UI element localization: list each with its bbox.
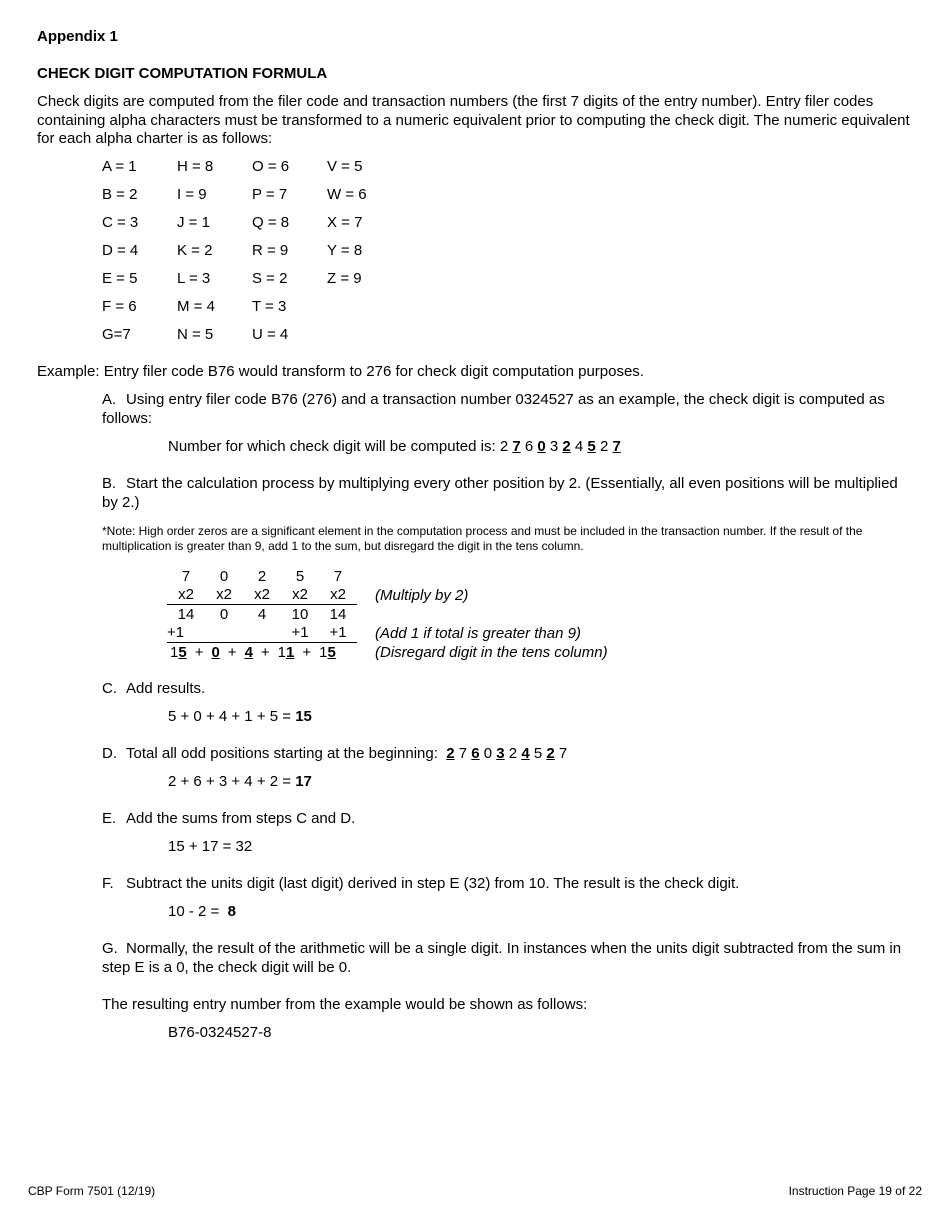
section-heading: CHECK DIGIT COMPUTATION FORMULA — [37, 65, 328, 82]
alpha-cell: N = 5 — [177, 325, 214, 343]
step-c — [102, 680, 914, 699]
digit: 0 — [483, 745, 493, 762]
multiplication-table — [167, 567, 608, 662]
units-digit: 1 — [286, 643, 295, 661]
alpha-row — [102, 180, 402, 208]
calc-cell: x2 — [167, 586, 205, 605]
step-a-text: Using entry filer code B76 (276) and a transaction number 0324527 as an example, the check digit is computed as follows: — [102, 391, 885, 427]
calc-cell — [243, 624, 281, 643]
final-term: 15 — [170, 643, 187, 661]
step-label: G. — [102, 940, 118, 957]
alpha-cell: U = 4 — [252, 325, 289, 343]
digit: 2 — [446, 745, 455, 762]
step-d-text: Total all odd positions starting at the beginning: — [126, 745, 438, 762]
alpha-cell: D = 4 — [102, 241, 139, 259]
check-number-line — [168, 438, 621, 455]
calc-row-adds — [167, 624, 608, 643]
alpha-cell: Q = 8 — [252, 213, 290, 231]
alpha-cell: R = 9 — [252, 241, 289, 259]
alpha-row — [102, 236, 402, 264]
alpha-row — [102, 292, 402, 320]
alpha-cell: A = 1 — [102, 157, 137, 175]
step-c-equation — [168, 708, 312, 725]
alpha-cell: M = 4 — [177, 297, 215, 315]
result-intro: The resulting entry number from the example would be shown as follows: — [102, 996, 588, 1013]
step-e-text: Add the sums from steps C and D. — [126, 810, 356, 827]
digit: 5 — [587, 438, 596, 455]
units-digit: 4 — [244, 643, 253, 661]
alpha-cell: F = 6 — [102, 297, 137, 315]
alpha-cell: V = 5 — [327, 157, 363, 175]
calc-cell: 14 — [177, 605, 195, 623]
alpha-cell: Y = 8 — [327, 241, 363, 259]
alpha-cell: S = 2 — [252, 269, 288, 287]
alpha-cell — [327, 292, 402, 320]
alpha-cell: E = 5 — [102, 269, 138, 287]
step-label: F. — [102, 875, 114, 892]
step-label: B. — [102, 475, 117, 492]
alpha-cell: W = 6 — [327, 185, 367, 203]
digit: 3 — [496, 745, 505, 762]
alpha-cell: C = 3 — [102, 213, 139, 231]
step-a — [102, 391, 914, 428]
step-f — [102, 875, 914, 894]
calc-row-digits — [167, 567, 608, 586]
final-term — [245, 644, 253, 661]
comment-disregard: (Disregard digit in the tens column) — [375, 643, 608, 661]
calc-cell: x2 — [319, 586, 357, 605]
alpha-cell: H = 8 — [177, 157, 214, 175]
units-digit: 5 — [327, 643, 336, 661]
plus-sign: + — [194, 643, 204, 661]
equation-result: 17 — [295, 773, 312, 790]
digit: 5 — [533, 745, 543, 762]
step-d-equation — [168, 773, 312, 790]
alpha-cell: P = 7 — [252, 185, 288, 203]
calc-cell: 0 — [219, 567, 229, 585]
step-e — [102, 810, 914, 829]
step-f-equation — [168, 903, 236, 920]
step-b-text: Start the calculation process by multiplying every other position by 2. (Essentially, all even positions will be multiplied by 2.) — [102, 475, 898, 511]
calc-cell: 4 — [257, 605, 267, 623]
step-g — [102, 940, 914, 977]
step-d — [102, 745, 914, 764]
result-entry-number: B76-0324527-8 — [168, 1024, 272, 1041]
alpha-cell: O = 6 — [252, 157, 290, 175]
digit: 2 — [546, 745, 555, 762]
alpha-cell: L = 3 — [177, 269, 211, 287]
step-label: C. — [102, 680, 117, 697]
calc-row-products — [167, 605, 608, 624]
alpha-cell: B = 2 — [102, 185, 138, 203]
alpha-equivalents-table — [102, 152, 402, 348]
calc-cell: x2 — [243, 586, 281, 605]
calc-cell: 10 — [291, 605, 309, 623]
calc-cell: 7 — [333, 567, 343, 585]
intro-paragraph: Check digits are computed from the filer code and transaction numbers (the first 7 digits of the entry number). Entry filer codes containing alpha characters must be transformed to a numeric equivalent prior to computing the check digit. The numeric equivalent for each alpha charter is as follows: — [37, 93, 910, 147]
footer-page-number: Instruction Page 19 of 22 — [788, 1184, 922, 1198]
digit: 7 — [458, 745, 468, 762]
calc-row-final — [167, 643, 608, 662]
alpha-cell: J = 1 — [177, 213, 210, 231]
calc-cell: x2 — [281, 586, 319, 605]
plus-sign: + — [260, 643, 270, 661]
calc-row-multiply — [167, 586, 608, 605]
equation: 10 - 2 = — [168, 903, 224, 920]
alpha-cell: T = 3 — [252, 297, 287, 315]
step-b — [102, 475, 914, 512]
final-term: 11 — [277, 643, 295, 661]
step-label: E. — [102, 810, 117, 827]
odd-position-digits — [446, 745, 567, 762]
digit: 7 — [612, 438, 621, 455]
alpha-row — [102, 320, 402, 348]
comment-add: (Add 1 if total is greater than 9) — [375, 624, 581, 642]
calc-cell: +1 — [167, 624, 205, 643]
digit: 0 — [537, 438, 546, 455]
calc-cell — [205, 624, 243, 643]
digit: 6 — [471, 745, 480, 762]
alpha-row — [102, 208, 402, 236]
check-digit-result: 8 — [227, 903, 236, 920]
alpha-row — [102, 152, 402, 180]
digit: 2 — [508, 745, 518, 762]
example-text: Example: Entry filer code B76 would transform to 276 for check digit computation purposes. — [37, 363, 644, 380]
digit: 4 — [521, 745, 530, 762]
calc-cell: 5 — [295, 567, 305, 585]
alpha-cell: K = 2 — [177, 241, 213, 259]
calc-cell: +1 — [281, 624, 319, 643]
plus-sign: + — [302, 643, 312, 661]
calc-cell: 7 — [181, 567, 191, 585]
digit: 2 — [599, 438, 609, 455]
units-digit: 5 — [178, 643, 187, 661]
alpha-cell — [327, 320, 402, 348]
digit: 2 — [499, 438, 509, 455]
calc-cell: 2 — [257, 567, 267, 585]
alpha-row — [102, 264, 402, 292]
equation-result: 15 — [295, 708, 312, 725]
units-digit: 0 — [211, 643, 220, 661]
alpha-cell: I = 9 — [177, 185, 207, 203]
step-g-text: Normally, the result of the arithmetic will be a single digit. In instances when the units digit subtracted from the sum in step E is a 0, the check digit will be 0. — [102, 940, 902, 976]
step-e-equation: 15 + 17 = 32 — [168, 838, 253, 855]
plus-sign: + — [227, 643, 237, 661]
check-number-prefix: Number for which check digit will be computed is: — [168, 438, 496, 455]
step-label: A. — [102, 391, 117, 408]
digit: 7 — [512, 438, 521, 455]
final-term — [211, 644, 219, 661]
digit: 4 — [574, 438, 584, 455]
calc-cell: x2 — [205, 586, 243, 605]
digit: 6 — [524, 438, 534, 455]
note-text: *Note: High order zeros are a significant element in the computation process and must be included in the transaction number. If the result of the multiplication is greater than 9, add 1 to the sum, but disregard the digit in the tens column. — [102, 524, 863, 553]
equation: 2 + 6 + 3 + 4 + 2 = — [168, 773, 296, 790]
calc-cell: +1 — [319, 624, 357, 643]
alpha-cell: X = 7 — [327, 213, 363, 231]
alpha-cell: Z = 9 — [327, 269, 362, 287]
appendix-label: Appendix 1 — [37, 28, 118, 45]
final-term: 15 — [319, 643, 336, 661]
digit: 3 — [549, 438, 559, 455]
calc-cell: 0 — [219, 605, 229, 623]
check-number-digits — [500, 438, 621, 455]
calc-cell: 14 — [329, 605, 347, 623]
step-label: D. — [102, 745, 117, 762]
digit: 7 — [558, 745, 568, 762]
calc-final-sum — [167, 643, 357, 662]
equation: 5 + 0 + 4 + 1 + 5 = — [168, 708, 296, 725]
digit: 2 — [562, 438, 571, 455]
step-f-text: Subtract the units digit (last digit) derived in step E (32) from 10. The result is the check digit. — [126, 875, 740, 892]
alpha-cell: G=7 — [102, 325, 131, 343]
comment-multiply: (Multiply by 2) — [375, 586, 469, 604]
step-c-text: Add results. — [126, 680, 206, 697]
footer-form-id: CBP Form 7501 (12/19) — [28, 1184, 156, 1198]
